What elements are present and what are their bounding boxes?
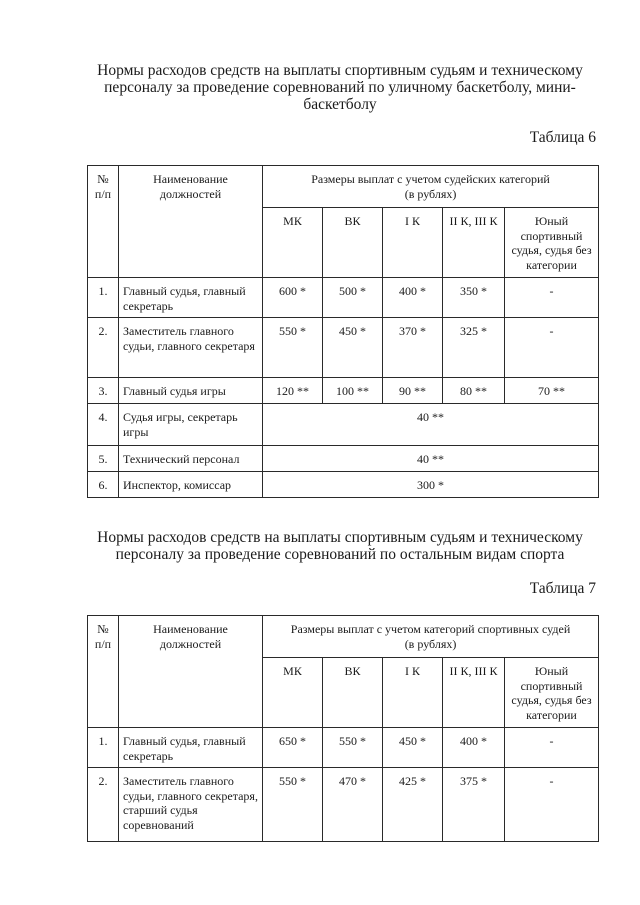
category-1k: I К: [383, 208, 443, 278]
table-row: [88, 472, 599, 498]
row-value: 550 *: [263, 318, 323, 378]
row-value: -: [505, 278, 599, 318]
col-header-number: № п/п: [88, 616, 119, 728]
table-row: [88, 768, 599, 842]
row-number: 6.: [88, 472, 119, 498]
category-mk: МК: [263, 208, 323, 278]
row-position: Главный судья, главный секретарь: [119, 278, 263, 318]
category-vk: ВК: [323, 208, 383, 278]
row-position: Заместитель главного судьи, главного секретаря: [119, 318, 263, 378]
table-row: [88, 404, 599, 446]
row-value: 325 *: [443, 318, 505, 378]
category-2k-3k: II К, III К: [443, 208, 505, 278]
row-number: 5.: [88, 446, 119, 472]
row-value: 500 *: [323, 278, 383, 318]
table-row: [88, 446, 599, 472]
row-value: 550 *: [323, 728, 383, 768]
row-value: 70 **: [505, 378, 599, 404]
category-vk: ВК: [323, 658, 383, 728]
category-1k: I К: [383, 658, 443, 728]
row-value: 370 *: [383, 318, 443, 378]
col-header-position: Наименование должностей: [119, 616, 263, 728]
row-number: 1.: [88, 278, 119, 318]
table6: [87, 165, 599, 498]
row-value: 425 *: [383, 768, 443, 842]
row-value: -: [505, 728, 599, 768]
row-position: Судья игры, секретарь игры: [119, 404, 263, 446]
row-value: 100 **: [323, 378, 383, 404]
row-number: 2.: [88, 318, 119, 378]
row-value: 470 *: [323, 768, 383, 842]
row-value: 375 *: [443, 768, 505, 842]
category-young: Юный спортивный судья, судья без категории: [505, 658, 599, 728]
row-value: 80 **: [443, 378, 505, 404]
table6-heading: Нормы расходов средств на выплаты спортивным судьям и техническому персоналу за проведение соревнований по уличному баскетболу, мини- баскетболу: [97, 62, 583, 113]
category-mk: МК: [263, 658, 323, 728]
category-young: Юный спортивный судья, судья без категории: [505, 208, 599, 278]
row-value: 550 *: [263, 768, 323, 842]
row-value: 600 *: [263, 278, 323, 318]
row-position: Технический персонал: [119, 446, 263, 472]
category-2k-3k: II К, III К: [443, 658, 505, 728]
col-header-number: № п/п: [88, 166, 119, 278]
table7-heading: Нормы расходов средств на выплаты спортивным судьям и техническому персоналу за проведение соревнований по остальным видам спорта: [97, 529, 583, 563]
row-value: 90 **: [383, 378, 443, 404]
row-value: 350 *: [443, 278, 505, 318]
table-row: [88, 728, 599, 768]
row-number: 4.: [88, 404, 119, 446]
row-value: 650 *: [263, 728, 323, 768]
col-header-payments: Размеры выплат с учетом категорий спортивных судей (в рублях): [263, 616, 599, 658]
row-value: 450 *: [383, 728, 443, 768]
row-merged-value: 40 **: [263, 446, 599, 472]
col-header-payments: Размеры выплат с учетом судейских категорий (в рублях): [263, 166, 599, 208]
table6-header-row: [88, 166, 599, 208]
table7-header-row: [88, 616, 599, 658]
table-row: [88, 318, 599, 378]
table-row: [88, 278, 599, 318]
row-value: 120 **: [263, 378, 323, 404]
row-number: 3.: [88, 378, 119, 404]
row-value: 450 *: [323, 318, 383, 378]
row-value: -: [505, 768, 599, 842]
row-position: Главный судья, главный секретарь: [119, 728, 263, 768]
table7: [87, 615, 599, 842]
row-position: Заместитель главного судьи, главного секретаря, старший судья соревнований: [119, 768, 263, 842]
row-value: 400 *: [383, 278, 443, 318]
col-header-position: Наименование должностей: [119, 166, 263, 278]
row-position: Инспектор, комиссар: [119, 472, 263, 498]
row-number: 1.: [88, 728, 119, 768]
row-value: -: [505, 318, 599, 378]
row-position: Главный судья игры: [119, 378, 263, 404]
table-row: [88, 378, 599, 404]
row-number: 2.: [88, 768, 119, 842]
row-merged-value: 300 *: [263, 472, 599, 498]
table6-label: Таблица 6: [529, 129, 596, 146]
table7-label: Таблица 7: [529, 580, 596, 597]
row-value: 400 *: [443, 728, 505, 768]
row-merged-value: 40 **: [263, 404, 599, 446]
